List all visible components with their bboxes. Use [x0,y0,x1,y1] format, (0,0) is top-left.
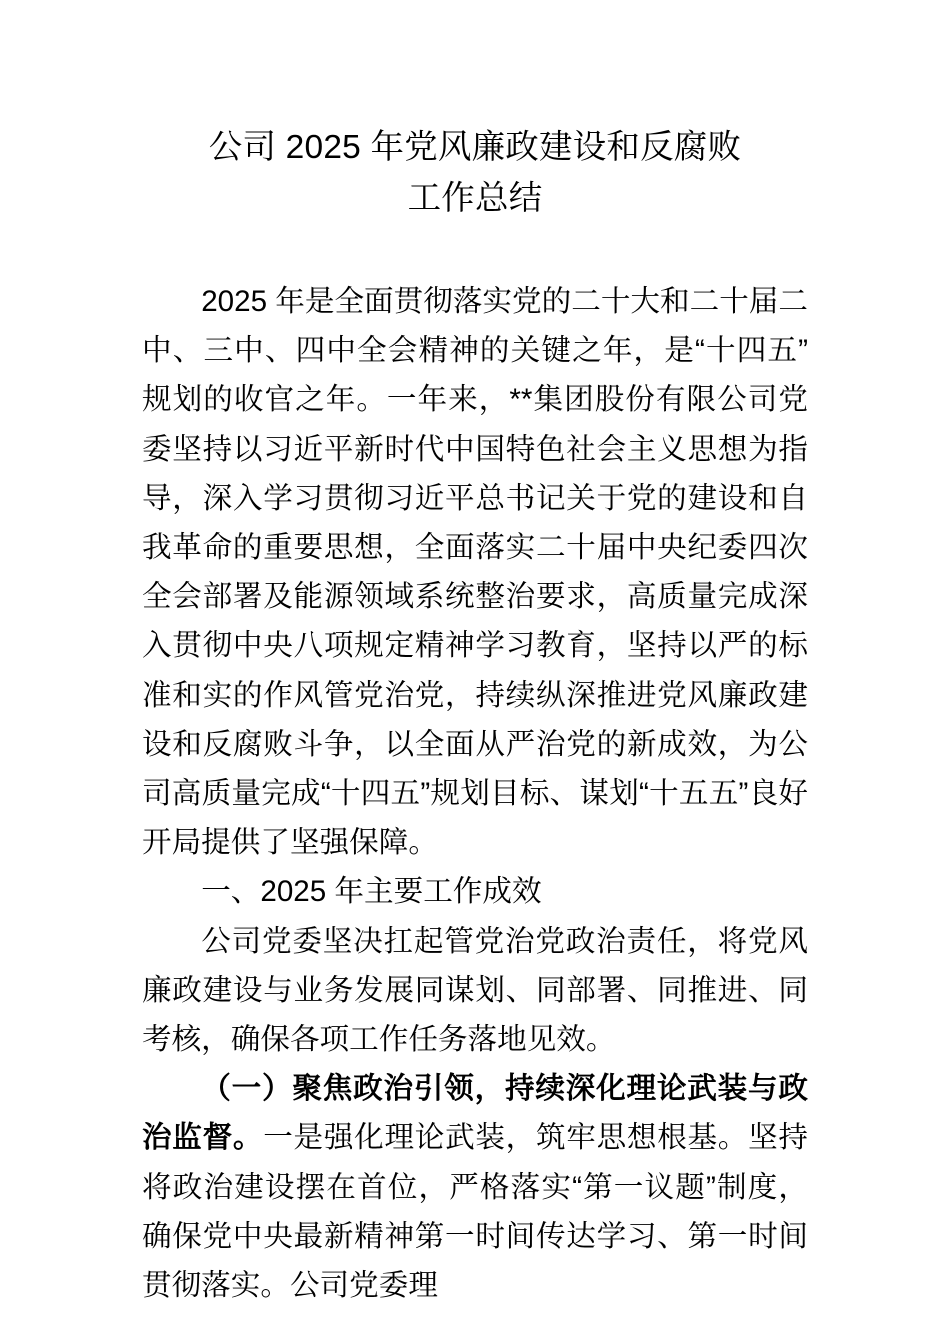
paragraph-subsection-one [142,1064,808,1310]
subsection-one-bold-heading: （一）聚焦政治引领，持续深化理论武装与政治监督。 [142,1072,808,1155]
paragraph-section-one-lead: 公司党委坚决扛起管党治党政治责任，将党风廉政建设与业务发展同谋划、同部署、同推进、同考核，确保各项工作任务落地见效。 [142,924,808,1057]
page-title-line-2: 工作总结 [407,180,543,217]
heading-section-one: 一、2025 年主要工作成效 [201,875,542,909]
subsection-one-body-text: 一是强化理论武装，筑牢思想根基。坚持将政治建设摆在首位，严格落实“第一议题”制度，确保党中央最新精神第一时间传达学习、第一时间贯彻落实。公司党委理 [142,1121,809,1303]
page-title [142,0,808,224]
paragraph-intro: 2025 年是全面贯彻落实党的二十大和二十届二中、三中、四中全会精神的关键之年，是“十四五”规划的收官之年。一年来，**集团股份有限公司党委坚持以习近平新时代中国特色社会主义思想为指导，深入学习贯彻习近平总书记关于党的建设和自我革命的重要思想，全面落实二十届中央纪委四次全会部署及能源领域系统整治要求，高质量完成深入贯彻中央八项规定精神学习教育，坚持以严的标准和实的作风管党治党，持续纵深推进党风廉政建设和反腐败斗争，以全面从严治党的新成效，为公司高质量完成“十四五”规划目标、谋划“十五五”良好开局提供了坚强保障。 [142,285,808,860]
document-content-column [142,0,808,1310]
page-title-line-1: 公司 2025 年党风廉政建设和反腐败 [208,129,742,166]
